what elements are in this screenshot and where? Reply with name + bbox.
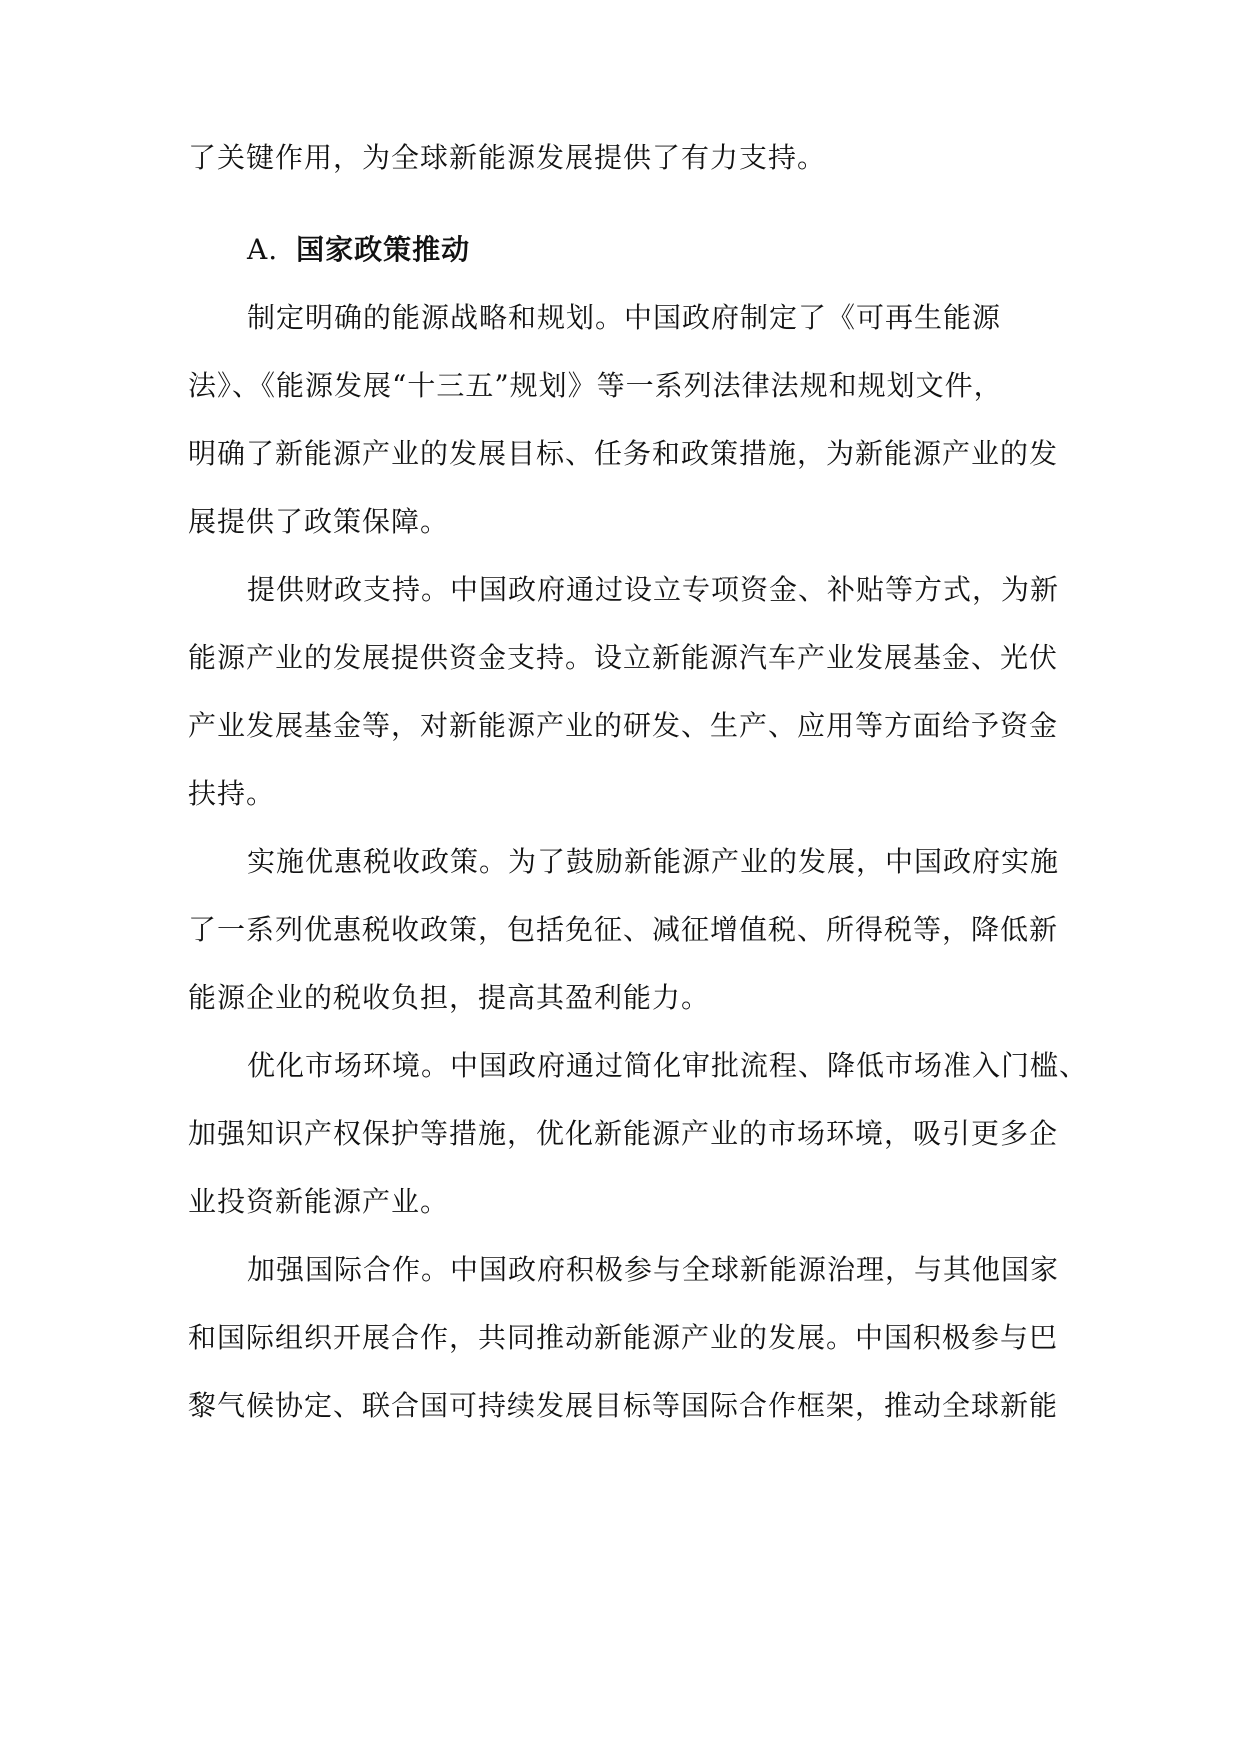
paragraph-5-line-1: 加强国际合作。中国政府积极参与全球新能源治理，与其他国家: [247, 1253, 1060, 1286]
paragraph-2-line-3: 产业发展基金等，对新能源产业的研发、生产、应用等方面给予资金: [188, 709, 1059, 742]
section-heading: [247, 230, 470, 270]
section-marker: A.: [247, 233, 279, 266]
paragraph-4-line-2: 加强知识产权保护等措施，优化新能源产业的市场环境，吸引更多企: [188, 1117, 1059, 1150]
paragraph-1-line-3: 明确了新能源产业的发展目标、任务和政策措施，为新能源产业的发: [188, 437, 1059, 470]
paragraph-1-line-2: 法》、《能源发展“十三五”规划》等一系列法律法规和规划文件，: [188, 369, 1003, 402]
paragraph-1-line-1: 制定明确的能源战略和规划。中国政府制定了《可再生能源: [247, 301, 1002, 334]
paragraph-3-line-2: 了一系列优惠税收政策，包括免征、减征增值税、所得税等，降低新: [188, 913, 1059, 946]
paragraph-4-line-1: 优化市场环境。中国政府通过简化审批流程、降低市场准入门槛、: [247, 1049, 1089, 1082]
paragraph-1-line-4: 展提供了政策保障。: [188, 505, 450, 538]
paragraph-2-line-2: 能源产业的发展提供资金支持。设立新能源汽车产业发展基金、光伏: [188, 641, 1059, 674]
paragraph-3-line-3: 能源企业的税收负担，提高其盈利能力。: [188, 981, 711, 1014]
intro-line: 了关键作用，为全球新能源发展提供了有力支持。: [188, 141, 827, 174]
paragraph-4-line-3: 业投资新能源产业。: [188, 1185, 450, 1218]
paragraph-5-line-2: 和国际组织开展合作，共同推动新能源产业的发展。中国积极参与巴: [188, 1321, 1059, 1354]
section-title: 国家政策推动: [296, 233, 471, 266]
paragraph-5-line-3: 黎气候协定、联合国可持续发展目标等国际合作框架，推动全球新能: [188, 1389, 1059, 1422]
paragraph-3-line-1: 实施优惠税收政策。为了鼓励新能源产业的发展，中国政府实施: [247, 845, 1060, 878]
paragraph-2-line-4: 扶持。: [188, 777, 276, 810]
paragraph-2-line-1: 提供财政支持。中国政府通过设立专项资金、补贴等方式，为新: [247, 573, 1060, 606]
